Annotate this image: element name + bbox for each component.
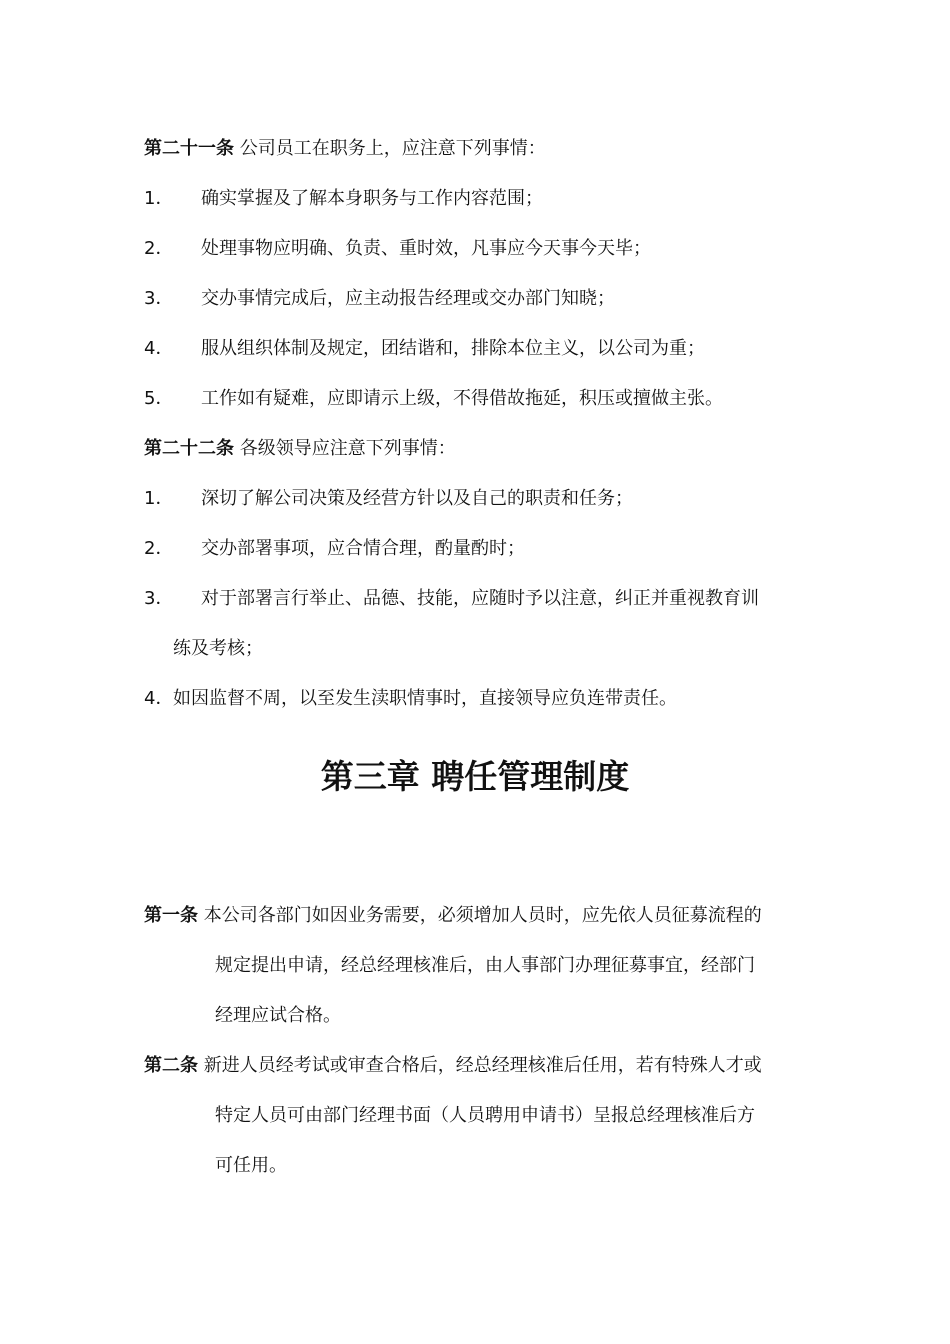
article-1-label: 第一条	[144, 905, 198, 926]
article-2-line-2	[215, 1104, 755, 1128]
article-2-text: 新进人员经考试或审查合格后，经总经理核准后任用，若有特殊人才或	[198, 1055, 762, 1076]
article-21-item-4	[144, 337, 705, 361]
article-2-text: 可任用。	[215, 1155, 287, 1176]
item-text: 深切了解公司决策及经营方针以及自己的职责和任务；	[201, 488, 633, 509]
item-text: 处理事物应明确、负责、重时效，凡事应今天事今天毕；	[201, 238, 651, 259]
item-text: 工作如有疑难，应即请示上级，不得借故拖延，积压或擅做主张。	[201, 388, 723, 409]
item-number: 1．	[144, 188, 174, 209]
article-21-item-1	[144, 187, 543, 211]
item-text: 服从组织体制及规定，团结谐和，排除本位主义，以公司为重；	[201, 338, 705, 359]
article-21-item-3	[144, 287, 615, 311]
article-22-item-1	[144, 487, 633, 511]
article-21-intro: 公司员工在职务上，应注意下列事情：	[234, 138, 546, 159]
article-1-line-2	[215, 954, 755, 978]
item-number: 3．	[144, 288, 174, 309]
article-21-item-2	[144, 237, 651, 261]
article-1-text: 本公司各部门如因业务需要，必须增加人员时，应先依人员征募流程的	[198, 905, 762, 926]
item-number: 2．	[144, 238, 174, 259]
item-number: 4．	[144, 688, 174, 709]
article-2-line-3	[215, 1154, 287, 1178]
article-2-label: 第二条	[144, 1055, 198, 1076]
item-number: 2．	[144, 538, 174, 559]
item-number: 5．	[144, 388, 174, 409]
article-1-text: 经理应试合格。	[215, 1005, 341, 1026]
article-2-line-1	[144, 1054, 762, 1078]
article-1-line-3	[215, 1004, 341, 1028]
article-2-text: 特定人员可由部门经理书面（人员聘用申请书）呈报总经理核准后方	[215, 1105, 755, 1126]
item-number: 3．	[144, 588, 174, 609]
item-text: 如因监督不周，以至发生渎职情事时，直接领导应负连带责任。	[173, 688, 677, 709]
item-number: 1．	[144, 488, 174, 509]
article-22-intro: 各级领导应注意下列事情：	[234, 438, 456, 459]
article-21-label: 第二十一条	[144, 138, 234, 159]
item-text: 交办部署事项，应合情合理，酌量酌时；	[201, 538, 525, 559]
article-22-item-3	[144, 587, 759, 611]
item-number: 4．	[144, 338, 174, 359]
article-22-item-3-continuation	[173, 637, 263, 661]
item-text: 交办事情完成后，应主动报告经理或交办部门知晓；	[201, 288, 615, 309]
item-text: 确实掌握及了解本身职务与工作内容范围；	[201, 188, 543, 209]
article-1-line-1	[144, 904, 762, 928]
chapter-title: 第三章 聘任管理制度	[320, 757, 630, 796]
item-text: 对于部署言行举止、品德、技能，应随时予以注意，纠正并重视教育训	[201, 588, 759, 609]
article-21-heading-line	[144, 137, 546, 161]
article-22-label: 第二十二条	[144, 438, 234, 459]
article-22-heading-line	[144, 437, 456, 461]
item-text-continuation: 练及考核；	[173, 638, 263, 659]
article-1-text: 规定提出申请，经总经理核准后，由人事部门办理征募事宜，经部门	[215, 955, 755, 976]
article-22-item-4	[144, 687, 677, 711]
article-22-item-2	[144, 537, 525, 561]
article-21-item-5	[144, 387, 723, 411]
